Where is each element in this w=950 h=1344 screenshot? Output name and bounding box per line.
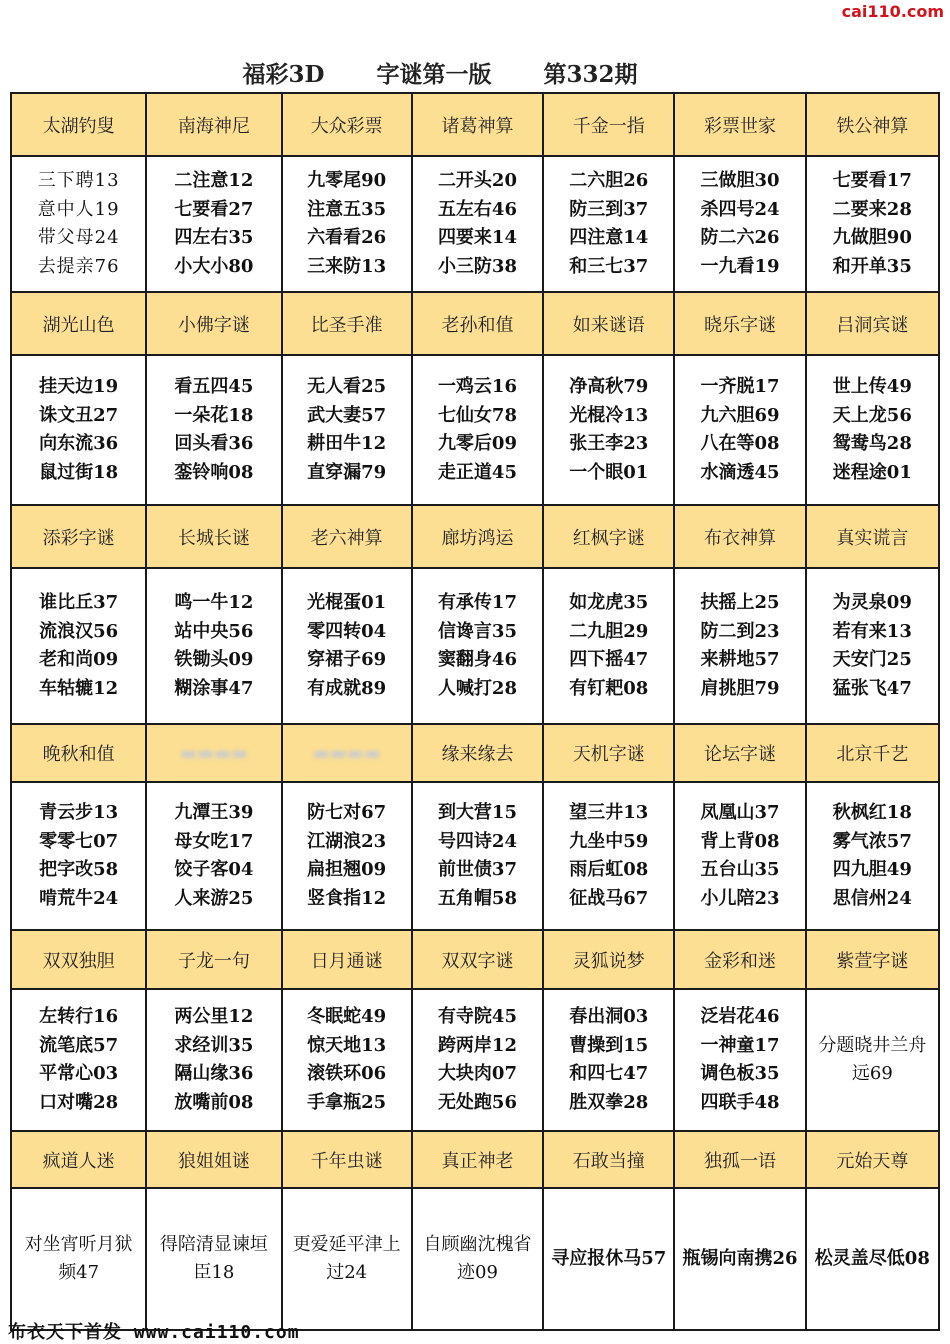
riddle-text: 得陪清显谏垣臣18	[159, 1234, 268, 1283]
column-header: 晓乐字谜	[674, 292, 805, 355]
riddle-line: 和三七37	[569, 255, 649, 277]
riddle-line: 六看看26	[307, 227, 387, 248]
riddle-line: 天安门25	[832, 649, 912, 670]
column-header: 双双字谜	[412, 930, 543, 989]
riddle-line: 无处跑56	[437, 1091, 517, 1113]
riddle-line: 诛文丑27	[39, 404, 119, 426]
riddle-line: 冬眠蛇49	[307, 1006, 387, 1027]
riddle-line: 小三防38	[437, 255, 517, 277]
riddle-cell	[146, 568, 281, 724]
riddle-cell	[282, 1188, 412, 1330]
riddle-line: 一九看19	[700, 255, 780, 277]
riddle-line: 滚铁环06	[307, 1063, 387, 1084]
column-header: 石敢当撞	[543, 1131, 674, 1188]
page-title	[0, 56, 880, 89]
header-row	[11, 505, 939, 568]
riddle-text: 更爱延平津上过24	[292, 1234, 401, 1283]
column-header: 千年虫谜	[282, 1131, 412, 1188]
footer-site-credit: 布衣天下首发 www.cai110.com	[8, 1322, 300, 1343]
riddle-line: 防三到37	[569, 198, 649, 220]
riddle-line: 曹操到15	[569, 1034, 649, 1056]
riddle-line: 平常心03	[39, 1063, 119, 1084]
riddle-line: 和四七47	[569, 1063, 649, 1084]
riddle-line: 四左右35	[174, 227, 254, 248]
riddle-line: 九六胆69	[700, 404, 780, 426]
column-header: 布衣神算	[674, 505, 805, 568]
riddle-cell	[412, 156, 543, 292]
riddle-line: 防二到23	[700, 620, 780, 642]
column-header: 双双独胆	[11, 930, 146, 989]
riddle-line: 二九胆29	[569, 620, 649, 642]
riddle-line: 看五四45	[174, 376, 254, 397]
riddle-line: 四注意14	[569, 227, 649, 248]
riddle-cell	[282, 989, 412, 1131]
riddle-line: 直穿漏79	[307, 461, 387, 483]
riddle-line: 大块肉07	[437, 1063, 517, 1084]
header-row	[11, 93, 939, 156]
column-header: 晚秋和值	[11, 724, 146, 782]
riddle-line: 九坐中59	[569, 830, 649, 852]
riddle-line: 光棍蛋01	[307, 592, 387, 613]
riddle-line: 四联手48	[700, 1091, 780, 1113]
riddle-line: 注意五35	[307, 198, 387, 220]
riddle-line: 调色板35	[700, 1063, 780, 1084]
riddle-line: 人来游25	[174, 887, 254, 909]
riddle-line: 征战马67	[569, 887, 649, 909]
riddle-cell	[11, 156, 146, 292]
riddle-line: 胜双拳28	[569, 1091, 649, 1113]
riddle-line: 前世债37	[437, 859, 517, 880]
riddle-line: 左转行16	[39, 1006, 119, 1027]
column-header-obscured: ▬▬▬▬	[282, 724, 412, 782]
column-header: 狼姐姐谜	[146, 1131, 281, 1188]
riddle-cell	[282, 568, 412, 724]
riddle-line: 信谗言35	[437, 620, 517, 642]
column-header: 吕洞宾谜	[806, 292, 939, 355]
column-header: 北京千艺	[806, 724, 939, 782]
riddle-row	[11, 355, 939, 505]
header-row	[11, 292, 939, 355]
riddle-cell	[806, 355, 939, 505]
riddle-line: 一神童17	[700, 1034, 780, 1056]
riddle-cell	[674, 782, 805, 930]
riddle-line: 来耕地57	[700, 649, 780, 670]
column-header: 日月通谜	[282, 930, 412, 989]
riddle-line: 杀四号24	[700, 198, 780, 220]
riddle-line: 小大小80	[174, 255, 254, 277]
riddle-line: 老和尚09	[39, 649, 119, 670]
riddle-cell	[412, 989, 543, 1131]
riddle-line: 向东流36	[39, 433, 119, 454]
riddle-line: 秋枫红18	[832, 802, 912, 823]
riddle-line: 水滴透45	[700, 461, 780, 483]
riddle-line: 八在等08	[700, 433, 780, 454]
riddle-line: 七要看17	[832, 170, 912, 191]
riddle-cell	[146, 355, 281, 505]
riddle-line: 二注意12	[174, 170, 254, 191]
column-header: 比圣手准	[282, 292, 412, 355]
riddle-cell	[412, 1188, 543, 1330]
riddle-line: 猛张飞47	[832, 677, 912, 699]
riddle-line: 九零尾90	[307, 170, 387, 191]
column-header: 廊坊鸿运	[412, 505, 543, 568]
riddle-line: 零零七07	[39, 830, 119, 852]
riddle-line: 饺子客04	[174, 859, 254, 880]
riddle-cell	[11, 1188, 146, 1330]
riddle-line: 和开单35	[832, 255, 912, 277]
riddle-line: 穿裙子69	[307, 649, 387, 670]
riddle-line: 天上龙56	[832, 404, 912, 426]
riddle-line: 肩挑胆79	[700, 677, 780, 699]
riddle-grid	[10, 92, 940, 1331]
riddle-cell	[543, 156, 674, 292]
riddle-line: 四要来14	[437, 227, 517, 248]
riddle-line: 泛岩花46	[700, 1006, 780, 1027]
riddle-line: 糊涂事47	[174, 677, 254, 699]
riddle-line: 七要看27	[174, 198, 254, 220]
column-header: 疯道人迷	[11, 1131, 146, 1188]
column-header: 太湖钓叟	[11, 93, 146, 156]
column-header: 长城长谜	[146, 505, 281, 568]
riddle-cell	[282, 156, 412, 292]
riddle-cell	[806, 989, 939, 1131]
riddle-line: 求经训35	[174, 1034, 254, 1056]
riddle-cell	[282, 782, 412, 930]
riddle-text: 寻应报休马57	[551, 1248, 667, 1269]
riddle-line: 谁比丘37	[39, 592, 119, 613]
column-header: 天机字谜	[543, 724, 674, 782]
riddle-line: 春出洞03	[569, 1006, 649, 1027]
riddle-row	[11, 1188, 939, 1330]
riddle-line: 两公里12	[174, 1006, 254, 1027]
riddle-text: 分题晓井兰舟远69	[818, 1035, 927, 1084]
site-url-watermark: cai110.com	[841, 2, 944, 21]
riddle-line: 防七对67	[307, 802, 387, 823]
riddle-cell	[146, 782, 281, 930]
riddle-line: 回头看36	[174, 433, 254, 454]
column-header-obscured: ▬▬▬▬	[146, 724, 281, 782]
riddle-cell	[806, 156, 939, 292]
riddle-line: 迷程途01	[832, 461, 912, 483]
riddle-line: 扁担翘09	[307, 859, 387, 880]
riddle-row	[11, 989, 939, 1131]
riddle-line: 跨两岸12	[437, 1034, 517, 1056]
riddle-line: 手拿瓶25	[307, 1091, 387, 1113]
column-header: 紫萱字谜	[806, 930, 939, 989]
column-header: 独孤一语	[674, 1131, 805, 1188]
riddle-line: 耕田牛12	[307, 433, 387, 454]
riddle-cell	[11, 568, 146, 724]
riddle-cell	[674, 156, 805, 292]
column-header: 元始天尊	[806, 1131, 939, 1188]
riddle-cell	[412, 355, 543, 505]
riddle-line: 思信州24	[832, 887, 912, 909]
riddle-line: 带父母24	[37, 227, 120, 248]
riddle-line: 走正道45	[437, 461, 517, 483]
riddle-line: 把字改58	[39, 859, 119, 880]
riddle-line: 四下摇47	[569, 649, 649, 670]
riddle-line: 去提亲76	[37, 255, 120, 277]
riddle-line: 无人看25	[307, 376, 387, 397]
riddle-line: 二要来28	[832, 198, 912, 220]
riddle-line: 雨后虹08	[569, 859, 649, 880]
riddle-line: 九潭王39	[174, 802, 254, 823]
riddle-line: 五左右46	[437, 198, 517, 220]
riddle-cell	[412, 568, 543, 724]
riddle-cell	[543, 1188, 674, 1330]
riddle-line: 凤凰山37	[700, 802, 780, 823]
riddle-line: 张王李23	[569, 433, 649, 454]
riddle-line: 四九胆49	[832, 859, 912, 880]
riddle-line: 车轱辘12	[39, 677, 119, 699]
riddle-line: 一齐脱17	[700, 376, 780, 397]
title-issue-number: 第332期	[543, 61, 638, 88]
column-header: 真正神老	[412, 1131, 543, 1188]
riddle-line: 三做胆30	[700, 170, 780, 191]
column-header: 如来谜语	[543, 292, 674, 355]
riddle-line: 放嘴前08	[174, 1091, 254, 1113]
riddle-line: 防二六26	[700, 227, 780, 248]
riddle-line: 世上传49	[832, 376, 912, 397]
riddle-line: 到大营15	[437, 802, 517, 823]
riddle-line: 鸣一牛12	[174, 592, 254, 613]
column-header: 千金一指	[543, 93, 674, 156]
riddle-line: 有承传17	[437, 592, 517, 613]
column-header: 大众彩票	[282, 93, 412, 156]
riddle-line: 惊天地13	[307, 1034, 387, 1056]
column-header: 论坛字谜	[674, 724, 805, 782]
riddle-line: 九零后09	[437, 433, 517, 454]
riddle-cell	[674, 1188, 805, 1330]
riddle-line: 九做胆90	[832, 227, 912, 248]
riddle-line: 隔山缘36	[174, 1063, 254, 1084]
riddle-row	[11, 156, 939, 292]
riddle-line: 背上背08	[700, 830, 780, 852]
riddle-cell	[146, 156, 281, 292]
riddle-line: 意中人19	[37, 198, 120, 220]
column-header: 南海神尼	[146, 93, 281, 156]
riddle-text: 自顾幽沈槐省迹09	[423, 1234, 532, 1283]
column-header: 金彩和迷	[674, 930, 805, 989]
riddle-line: 铁锄头09	[174, 649, 254, 670]
riddle-cell	[543, 989, 674, 1131]
riddle-cell	[806, 782, 939, 930]
riddle-line: 如龙虎35	[569, 592, 649, 613]
header-row	[11, 930, 939, 989]
column-header: 铁公神算	[806, 93, 939, 156]
riddle-line: 五角帽58	[437, 887, 517, 909]
riddle-line: 江湖浪23	[307, 830, 387, 852]
riddle-cell	[806, 568, 939, 724]
riddle-line: 口对嘴28	[39, 1091, 119, 1113]
riddle-row	[11, 782, 939, 930]
riddle-line: 为灵泉09	[832, 592, 912, 613]
column-header: 子龙一句	[146, 930, 281, 989]
riddle-line: 鼠过街18	[39, 461, 119, 483]
riddle-line: 小儿陪23	[700, 887, 780, 909]
riddle-line: 有钉耙08	[569, 677, 649, 699]
riddle-cell	[543, 355, 674, 505]
riddle-line: 三下聘13	[37, 170, 120, 191]
riddle-cell	[146, 1188, 281, 1330]
riddle-text: 瓶锡向南携26	[682, 1248, 798, 1269]
riddle-line: 母女吃17	[174, 830, 254, 852]
riddle-cell	[282, 355, 412, 505]
riddle-line: 二开头20	[437, 170, 517, 191]
header-row	[11, 1131, 939, 1188]
title-edition: 字谜第一版	[376, 61, 492, 88]
riddle-row	[11, 568, 939, 724]
riddle-line: 流笔底57	[39, 1034, 119, 1056]
riddle-line: 七仙女78	[437, 404, 517, 426]
riddle-line: 望三井13	[569, 802, 649, 823]
column-header: 红枫字谜	[543, 505, 674, 568]
column-header: 诸葛神算	[412, 93, 543, 156]
title-lottery-name: 福彩3D	[242, 61, 325, 88]
riddle-line: 若有来13	[832, 620, 912, 642]
riddle-line: 二六胆26	[569, 170, 649, 191]
riddle-cell	[11, 782, 146, 930]
riddle-cell	[674, 568, 805, 724]
riddle-line: 扶摇上25	[700, 592, 780, 613]
riddle-cell	[146, 989, 281, 1131]
riddle-text: 松灵盖尽低08	[814, 1248, 930, 1269]
riddle-line: 站中央56	[174, 620, 254, 642]
riddle-line: 竖食指12	[307, 887, 387, 909]
column-header: 老六神算	[282, 505, 412, 568]
riddle-line: 青云步13	[39, 802, 119, 823]
riddle-cell	[674, 355, 805, 505]
riddle-line: 一鸡云16	[437, 376, 517, 397]
riddle-cell	[674, 989, 805, 1131]
column-header: 老孙和值	[412, 292, 543, 355]
column-header: 添彩字谜	[11, 505, 146, 568]
riddle-line: 窦翻身46	[437, 649, 517, 670]
riddle-cell	[543, 568, 674, 724]
riddle-line: 五台山35	[700, 859, 780, 880]
riddle-cell	[806, 1188, 939, 1330]
riddle-line: 三来防13	[307, 255, 387, 277]
riddle-cell	[412, 782, 543, 930]
riddle-line: 一朵花18	[174, 404, 254, 426]
riddle-line: 挂天边19	[39, 376, 119, 397]
riddle-line: 武大妻57	[307, 404, 387, 426]
riddle-line: 雾气浓57	[832, 830, 912, 852]
riddle-cell	[543, 782, 674, 930]
riddle-line: 号四诗24	[437, 830, 517, 852]
column-header: 灵狐说梦	[543, 930, 674, 989]
column-header: 缘来缘去	[412, 724, 543, 782]
header-row	[11, 724, 939, 782]
riddle-line: 流浪汉56	[39, 620, 119, 642]
riddle-line: 一个眼01	[569, 461, 649, 483]
riddle-line: 有成就89	[307, 677, 387, 699]
riddle-line: 鸳鸯鸟28	[832, 433, 912, 454]
riddle-line: 零四转04	[307, 620, 387, 642]
riddle-text: 对坐宵听月狱频47	[24, 1234, 133, 1283]
riddle-line: 銮铃响08	[174, 461, 254, 483]
column-header: 真实谎言	[806, 505, 939, 568]
riddle-cell	[11, 989, 146, 1131]
riddle-line: 净高秋79	[569, 376, 649, 397]
column-header: 彩票世家	[674, 93, 805, 156]
riddle-line: 啃荒牛24	[39, 887, 119, 909]
column-header: 小佛字谜	[146, 292, 281, 355]
column-header: 湖光山色	[11, 292, 146, 355]
riddle-line: 人喊打28	[437, 677, 517, 699]
riddle-line: 光棍冷13	[569, 404, 649, 426]
riddle-line: 有寺院45	[437, 1006, 517, 1027]
riddle-cell	[11, 355, 146, 505]
